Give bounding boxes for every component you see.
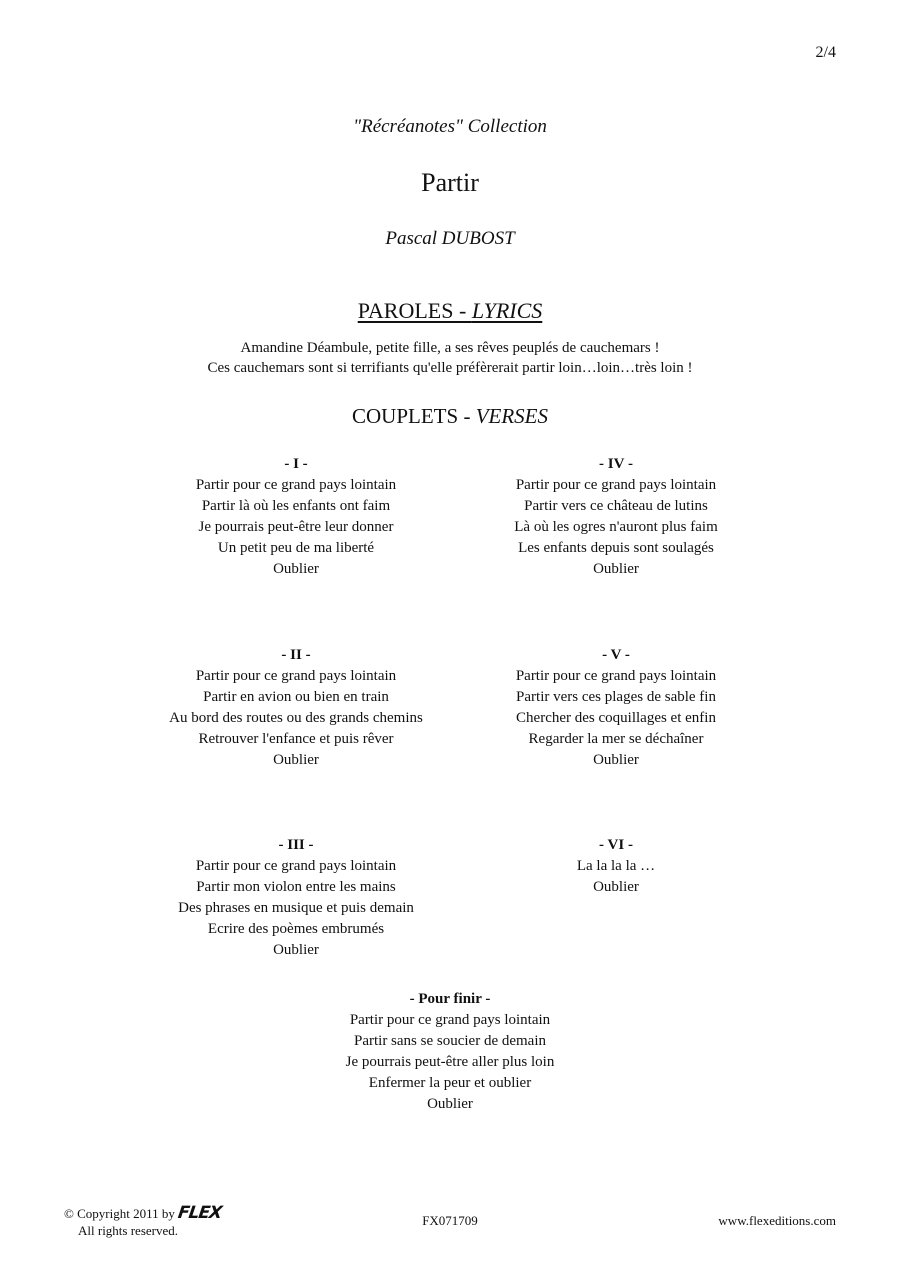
verse-title: - IV - [599, 456, 633, 472]
verses-heading-main: COUPLETS [352, 404, 459, 428]
verse-line: Oublier [273, 942, 319, 958]
verse-line: Retrouver l'enfance et puis rêver [198, 731, 394, 747]
verse-line: Chercher des coquillages et enfin [516, 710, 716, 726]
verse-line: La la la la … [576, 858, 656, 874]
verse-line: Oublier [427, 1096, 473, 1112]
verse-title: - VI - [599, 837, 633, 853]
lyrics-heading [0, 298, 900, 324]
verse-line: Partir pour ce grand pays lointain [515, 477, 717, 493]
verses-heading-alt: VERSES [475, 404, 548, 428]
verse-line: Partir pour ce grand pays lointain [195, 477, 397, 493]
verse-line: Oublier [273, 561, 319, 577]
verse-line: Je pourrais peut-être aller plus loin [345, 1054, 555, 1070]
verse-2 [136, 645, 456, 771]
composer-name: Pascal DUBOST [385, 228, 515, 249]
verse-line: Partir là où les enfants ont faim [201, 498, 391, 514]
verse-4 [456, 454, 776, 580]
verse-line: Partir sans se soucier de demain [353, 1033, 547, 1049]
lyrics-heading-alt: LYRICS [471, 298, 543, 323]
intro-line: Ces cauchemars sont si terrifiants qu'elle préfèrerait partir loin…loin…très loin ! [207, 360, 693, 376]
verse-line: Oublier [273, 752, 319, 768]
catalog-number: FX071709 [422, 1213, 478, 1228]
verse-title: - Pour finir - [409, 991, 491, 1007]
verse-1 [136, 454, 456, 580]
intro-text [0, 338, 900, 378]
verse-title: - I - [284, 456, 308, 472]
verse-line: Regarder la mer se déchaîner [528, 731, 704, 747]
verses-heading [0, 404, 900, 429]
copyright-text: © Copyright 2011 by [64, 1206, 175, 1221]
verse-title: - III - [278, 837, 314, 853]
flex-logo: FLEX [176, 1203, 223, 1223]
verse-line: Partir pour ce grand pays lointain [515, 668, 717, 684]
final-verse [290, 989, 610, 1115]
verse-line: Je pourrais peut-être leur donner [198, 519, 394, 535]
verse-line: Là où les ogres n'auront plus faim [514, 519, 718, 535]
verse-5 [456, 645, 776, 771]
verse-line: Partir mon violon entre les mains [196, 879, 396, 895]
verse-6 [456, 835, 776, 898]
verse-line: Partir pour ce grand pays lointain [349, 1012, 551, 1028]
verse-line: Partir vers ces plages de sable fin [516, 689, 716, 705]
intro-line: Amandine Déambule, petite fille, a ses rêves peuplés de cauchemars ! [240, 340, 660, 356]
lyrics-heading-separator: - [453, 298, 472, 323]
website-link[interactable]: www.flexeditions.com [718, 1213, 836, 1228]
verse-line: Partir pour ce grand pays lointain [195, 858, 397, 874]
verse-line: Oublier [593, 752, 639, 768]
verse-title: - II - [281, 647, 311, 663]
verse-line: Enfermer la peur et oublier [368, 1075, 532, 1091]
verse-line: Partir en avion ou bien en train [203, 689, 389, 705]
collection-name: "Récréanotes" Collection [353, 116, 547, 137]
verse-line: Des phrases en musique et puis demain [178, 900, 414, 916]
verse-line: Ecrire des poèmes embrumés [207, 921, 385, 937]
verse-line: Oublier [593, 561, 639, 577]
verse-line: Oublier [593, 879, 639, 895]
verses-heading-separator: - [458, 404, 476, 428]
verse-line: Les enfants depuis sont soulagés [518, 540, 714, 556]
verse-3 [136, 835, 456, 961]
verse-line: Un petit peu de ma liberté [217, 540, 375, 556]
verse-line: Partir vers ce château de lutins [524, 498, 708, 514]
lyrics-heading-main: PAROLES [357, 298, 454, 323]
verse-line: Partir pour ce grand pays lointain [195, 668, 397, 684]
rights-text: All rights reserved. [78, 1223, 179, 1238]
verse-title: - V - [602, 647, 630, 663]
page-title: Partir [421, 168, 479, 197]
page-number: 2/4 [815, 44, 836, 61]
verse-line: Au bord des routes ou des grands chemins [169, 710, 423, 726]
